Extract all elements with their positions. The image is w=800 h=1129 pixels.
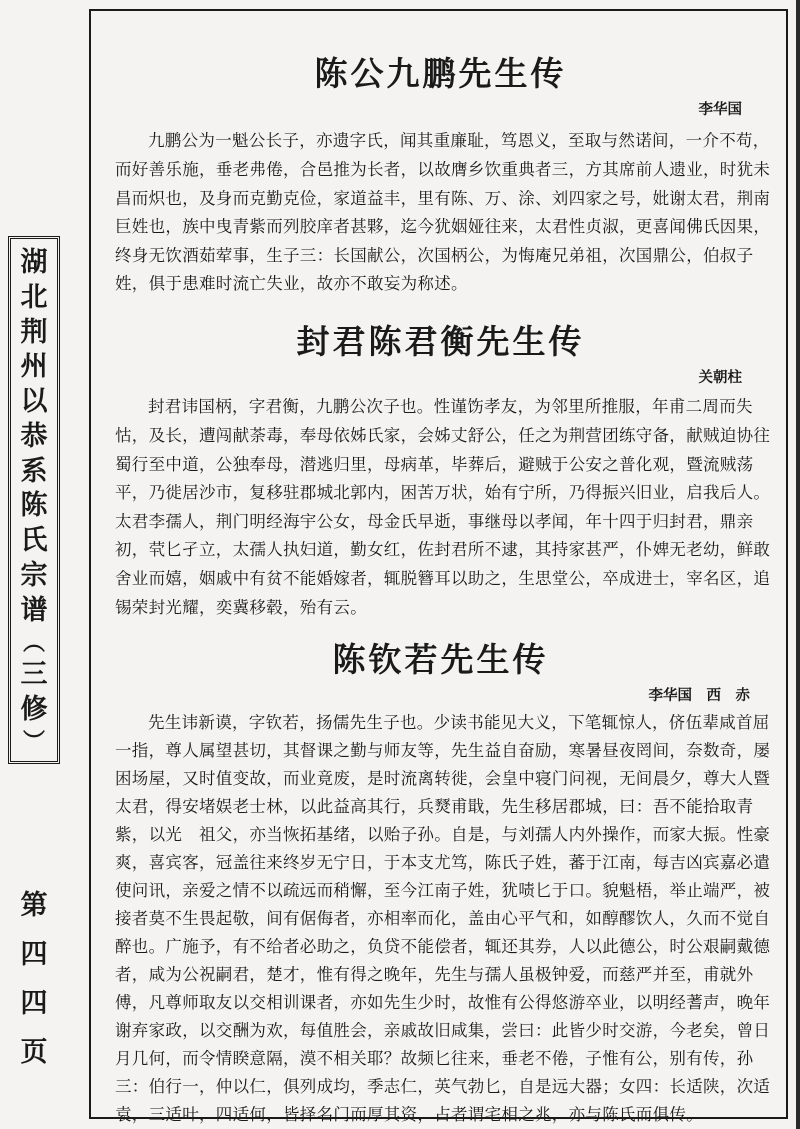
sidebar-char: 修	[20, 694, 48, 726]
text-line: 月几何，而令情睽意隔，漠不相关耶？故频匕往来，垂老不倦，子惟有公，别有传，孙	[115, 1049, 754, 1069]
text-line: 一指，尊人属望甚切，其督课之勤与师友等，先生益自奋励，寒暑昼夜罔间，奈数奇，屡	[115, 741, 771, 761]
text-line: 傅，凡尊师取友以交相训课者，亦如先生少时，故惟有公得悠游卒业，以明经蓍声，晚年	[115, 993, 771, 1013]
text-line: 太君李孺人，荆门明经海宇公女，母金氏早逝，事继母以孝闻，年十四于归封君，鼎亲	[115, 511, 754, 531]
content-frame	[89, 9, 788, 1125]
section-title: 陈公九鹏先生传	[314, 54, 567, 93]
text-line: 者，咸为公祝嗣君，楚才，惟有得之晚年，先生与孺人虽极钟爱，而慈严并至，甫就外	[115, 965, 754, 985]
text-line: 谢弃家政，以交酬为欢，每值胜会，亲戚故旧咸集，尝曰：此皆少时交游，今老矣，曾日	[115, 1021, 771, 1041]
text-line: 怙，及长，遭闯献荼毒，奉母依姊氏家，会姊丈舒公，任之为荆营团练守备，献贼迫协往	[115, 426, 771, 446]
text-line: 太君，得安堵娱老士林，以此益高其行，兵燹甫戢，先生移居郡城，曰：吾不能拾取青	[115, 797, 754, 817]
sidebar-char: ︵	[22, 629, 45, 656]
text-line: 锡荣封光耀，奕冀移毂，殆有云。	[115, 597, 367, 617]
text-line: 平，乃徙居沙市，复移驻郡城北郭内，困苦万状，始有宁所，乃得振兴旧业，启我后人。	[115, 483, 771, 503]
sidebar-char: 宗	[20, 560, 48, 592]
text-line: 醉也。广施予，有不给者必助之，负贷不能偿者，辄还其券，人以此德公，时公艰嗣戴德	[115, 937, 771, 957]
sidebar-char: 湖	[20, 247, 48, 278]
sidebar-char: 氏	[20, 525, 48, 557]
text-line: 姓，俱于患难时流亡失业，故亦不敢妄为称述。	[115, 274, 468, 294]
biography-section	[91, 55, 790, 299]
text-line: 爽，喜宾客，冠盖往来终岁无宁日，于本支尤笃，陈氏子姓，蕃于江南，每吉凶宾嘉必遣	[115, 853, 771, 873]
sidebar-char: 荆	[20, 316, 48, 348]
text-line: 先生讳新谟，字钦若，扬儒先生子也。少读书能见大义，下笔辄惊人，侪伍辈咸首屈	[148, 713, 770, 733]
text-line: 紫，以光 祖父，亦当恢拓基绪，以贻子孙。自是，与刘孺人内外操作，而家大振。性豪	[115, 825, 771, 845]
page-number-char: 四	[20, 939, 48, 970]
sidebar-char: 以	[20, 386, 48, 418]
page-edge	[796, 0, 800, 1129]
sidebar-char: 系	[20, 455, 48, 487]
sidebar-char: 恭	[20, 420, 48, 452]
text-line: 终身无饮酒茹荤事，生子三：长国献公，次国柄公，为悔庵兄弟祖，次国鼎公，伯叔子	[115, 245, 754, 265]
section-body	[91, 709, 790, 1129]
sidebar-char: 三	[20, 659, 48, 691]
page-number	[14, 892, 54, 1066]
text-line: 使问讯，亲爱之情不以疏远而稍懈，至今江南子姓，犹啧匕于口。貌魁梧，举止端严，被	[115, 881, 771, 901]
book-title-sidebar	[8, 236, 60, 764]
biography-section	[91, 641, 790, 1129]
section-author: 李华国 西 赤	[648, 686, 750, 704]
text-line: 封君讳国柄，字君衡，九鹏公次子也。性谨饬孝友，为邻里所推服，年甫二周而失	[148, 397, 753, 417]
text-line: 接者莫不生畏起敬，间有倨侮者，亦相率而化，盖由心平气和，如醇醪饮人，久而不觉自	[115, 909, 771, 929]
section-title: 陈钦若先生传	[332, 640, 549, 679]
text-line: 三：伯行一，仲以仁，俱列成均，季志仁，英气勃匕，自是远大器；女四：长适陕，次适	[115, 1077, 771, 1097]
sidebar-char: 谱	[20, 594, 48, 626]
sidebar-char: 北	[20, 281, 48, 313]
section-body	[91, 393, 790, 622]
page-number-char: 页	[20, 1037, 48, 1068]
text-line: 困场屋，又时值变故，而业竟废，是时流离转徙，会皇中寝门问视，无间晨夕，尊大人暨	[115, 769, 771, 789]
section-body	[91, 127, 790, 299]
page-number-char: 第	[20, 890, 48, 921]
text-line: 袁，三适叶，四适何，皆择名门而厚其资，占者谓宅相之兆，亦与陈氏而俱传。	[115, 1105, 703, 1125]
sidebar-char: 州	[20, 351, 48, 383]
text-line: 蜀行至中道，公独奉母，潜逃归里，母病革，毕葬后，避贼于公安之普化观，暨流贼荡	[115, 454, 754, 474]
text-line: 而好善乐施，垂老弗倦，合邑推为长者，以故膺乡饮重典者三，方其席前人遗业，时犹未	[115, 160, 771, 180]
section-author: 关朝柱	[698, 368, 742, 386]
section-author: 李华国	[698, 100, 742, 118]
biography-section	[91, 323, 790, 622]
text-line: 巨姓也，族中曳青紫而列胶庠者甚夥，迄今犹姻娅往来，太君性贞淑，更喜闻佛氏因果，	[115, 217, 771, 237]
text-line: 昌而炽也，及身而克勤克俭，家道益丰，里有陈、万、涂、刘四家之号，妣谢太君，荆南	[115, 188, 771, 208]
text-line: 九鹏公为一魁公长子，亦遗字氏，闻其重廉耻，笃恩义，至取与然诺间，一介不苟，	[148, 131, 770, 151]
sidebar-char: 陈	[20, 490, 48, 522]
sidebar-char: ︶	[22, 728, 45, 755]
text-line: 舍业而嬉，姻戚中有贫不能婚嫁者，辄脱簪耳以助之，生思堂公，卒成进士，宰名区，追	[115, 569, 771, 588]
page-number-char: 四	[20, 988, 48, 1019]
text-line: 初，茕匕孑立，太孺人执妇道，勤女红，佐封君所不逮，其持家甚严，仆婢无老幼，鲜敢	[115, 540, 771, 560]
section-title: 封君陈君衡先生传	[296, 322, 585, 361]
